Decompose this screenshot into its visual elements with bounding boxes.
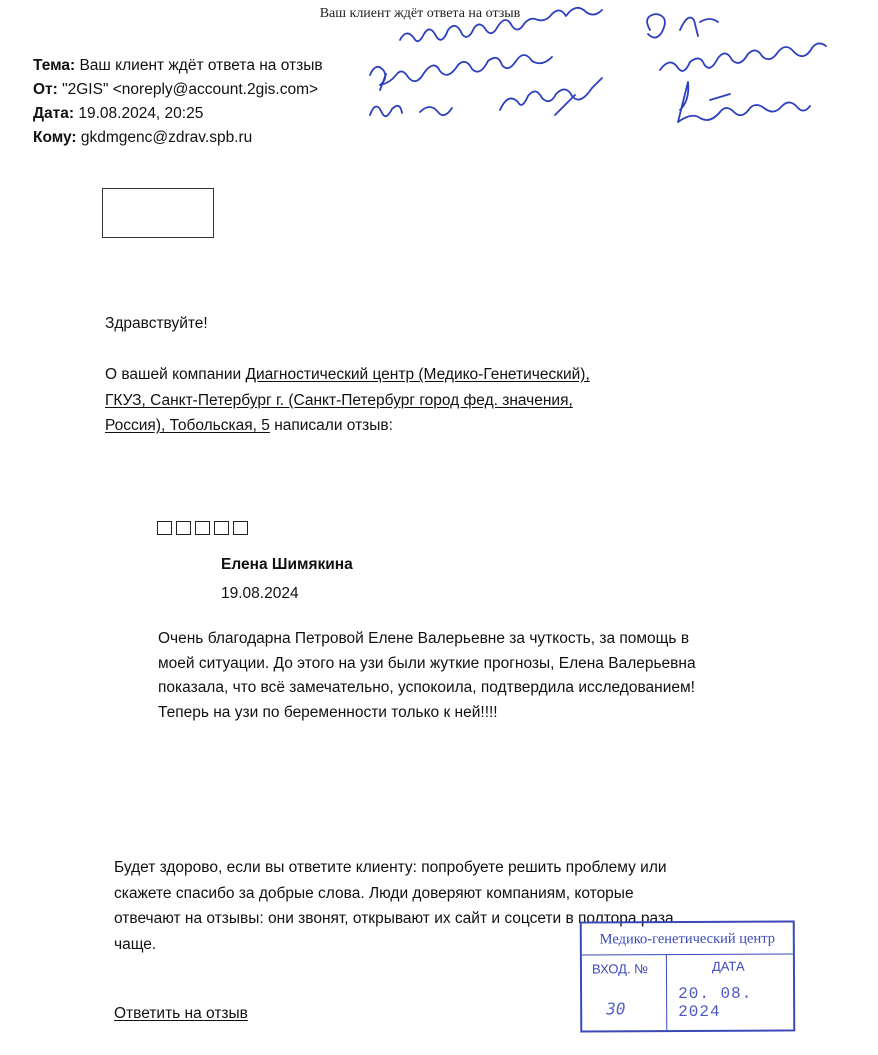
stamp-org: Медико-генетический центр: [599, 930, 776, 948]
stamp-date: 20. 08. 2024: [678, 984, 753, 1022]
star-icon: [195, 521, 210, 535]
stamp-incoming-label: ВХОД. №: [591, 961, 649, 977]
footer-text: Будет здорово, если вы ответите клиенту: попробуете решить проблему или скажете спасибо за добрые слова. Люди доверяют компаниям, которые отвечают на отзывы: они звонят, открывают их сайт и соцсети в полтора раза чаще.: [114, 859, 674, 953]
company-link-line1[interactable]: Диагностический центр (Медико-Генетический),: [245, 366, 590, 383]
to-label: Кому:: [33, 129, 77, 146]
intro-paragraph: [105, 362, 725, 439]
star-icon: [214, 521, 229, 535]
from-value: "2GIS" <noreply@account.2gis.com>: [62, 81, 319, 98]
logo-placeholder-image: [102, 188, 214, 238]
registration-stamp: [580, 920, 796, 1032]
star-icon: [233, 521, 248, 535]
review-author: Елена Шимякина: [221, 556, 353, 573]
date-value: 19.08.2024, 20:25: [78, 105, 204, 122]
date-row: [33, 104, 203, 124]
star-icon: [157, 521, 172, 535]
to-value: gkdmgenc@zdrav.spb.ru: [80, 129, 253, 146]
subject-label: Тема:: [33, 57, 76, 74]
print-page-title: Ваш клиент ждёт ответа на отзыв: [319, 6, 521, 21]
stamp-date-label: ДАТА: [711, 958, 745, 974]
rating-stars: [157, 521, 248, 535]
from-row: [33, 80, 318, 100]
to-row: [33, 128, 252, 148]
reply-to-review-link[interactable]: Ответить на отзыв: [114, 1005, 248, 1022]
review-date: 19.08.2024: [221, 585, 299, 602]
subject-value: Ваш клиент ждёт ответа на отзыв: [79, 57, 323, 74]
company-link-line2[interactable]: ГКУЗ, Санкт-Петербург г. (Санкт-Петербург город фед. значения,: [105, 391, 573, 409]
subject-row: [33, 56, 323, 76]
intro-suffix: написали отзыв:: [269, 417, 393, 434]
company-link-line3[interactable]: Россия), Тобольская, 5: [105, 417, 270, 434]
handwritten-resolution: [360, 0, 878, 160]
greeting: Здравствуйте!: [105, 315, 208, 332]
date-label: Дата:: [33, 105, 75, 122]
intro-prefix: О вашей компании: [105, 366, 246, 383]
from-label: От:: [33, 81, 58, 98]
star-icon: [176, 521, 191, 535]
stamp-number: 30: [606, 999, 626, 1019]
review-text: Очень благодарна Петровой Елене Валерьевне за чуткость, за помощь в моей ситуации. До этого на узи были жуткие прогнозы, Елена Валерьевна показала, что всё замечательно, успокоила, подтвердила исследованием! Теперь на узи по беременности только к ней!!!!: [158, 630, 696, 721]
